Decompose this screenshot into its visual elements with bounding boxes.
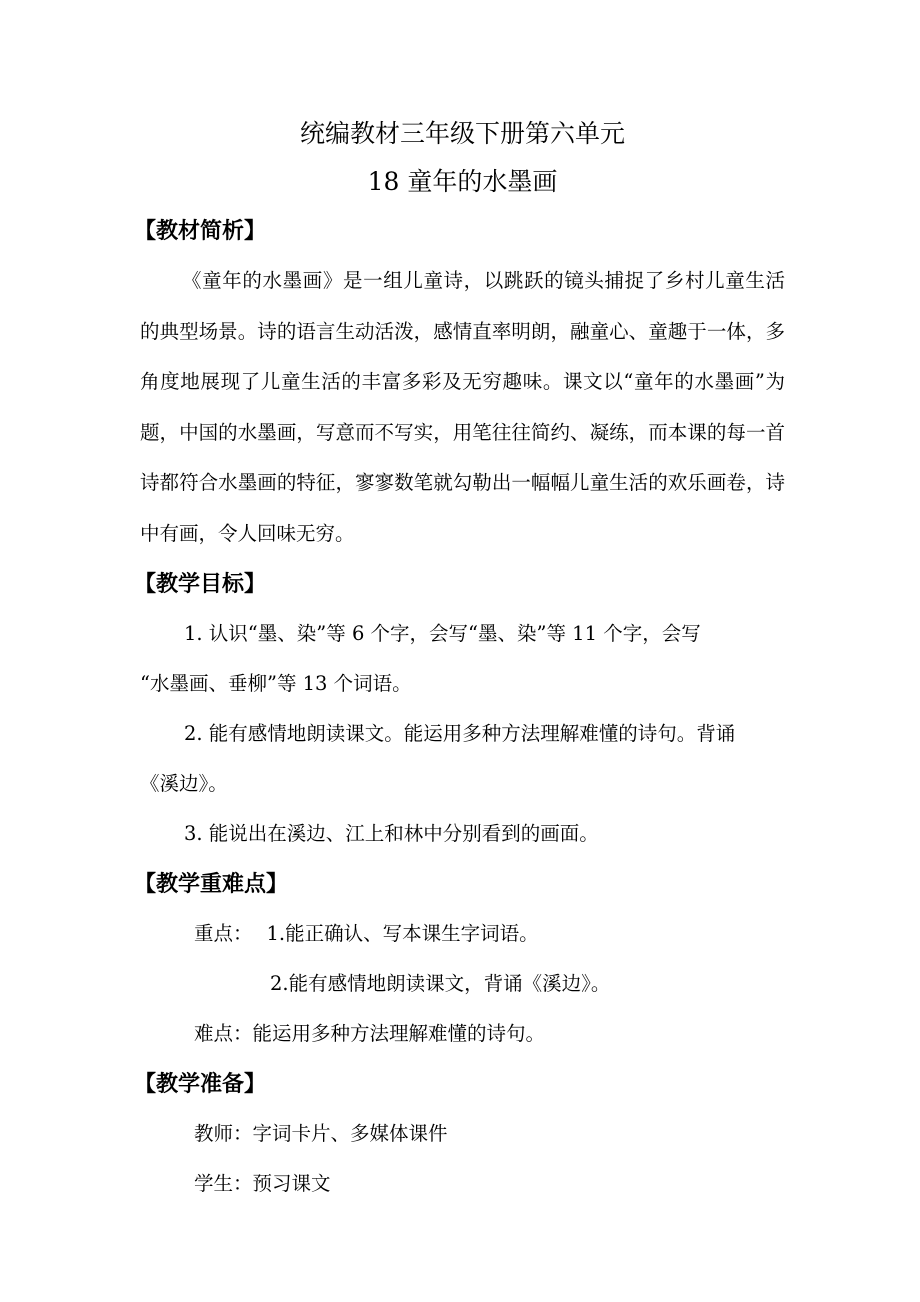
- focus-label: 重点：: [194, 922, 253, 945]
- document-page: [134, 110, 785, 1209]
- goal-item-1: [140, 609, 785, 709]
- section-heading-analysis: 【教材简析】: [134, 219, 267, 244]
- goal-item-1-line2: “水墨画、垂柳”等 13 个词语。: [140, 672, 412, 695]
- goal-item-1-line1: 1. 认识“墨、染”等 6 个字，会写“墨、染”等 11 个字，会写: [184, 622, 701, 645]
- lesson-title: 18 童年的水墨画: [367, 167, 558, 196]
- goal-item-2: [140, 709, 785, 809]
- difficulty-row: [140, 1009, 785, 1059]
- focus-point-1: 1.能正确认、写本课生字词语。: [266, 922, 539, 945]
- focus-point-2: 2.能有感情地朗读课文，背诵《溪边》。: [270, 972, 611, 995]
- teacher-prep: 教师：字词卡片、多媒体课件: [194, 1122, 448, 1145]
- focus-row-2: [140, 959, 785, 1009]
- document-title: 统编教材三年级下册第六单元: [299, 119, 625, 148]
- section-heading-preparation: 【教学准备】: [134, 1072, 267, 1097]
- student-prep: 学生：预习课文: [194, 1172, 331, 1195]
- goal-item-3: [140, 809, 785, 859]
- analysis-paragraph: 《童年的水墨画》是一组儿童诗，以跳跃的镜头捕捉了乡村儿童生活的典型场景。诗的语言生动活泼，感情直率明朗，融童心、童趣于一体，多角度地展现了儿童生活的丰富多彩及无穷趣味。课文以“童年的水墨画”为题，中国的水墨画，写意而不写实，用笔往往简约、凝练，而本课的每一首诗都符合水墨画的特征，寥寥数笔就勾勒出一幅幅儿童生活的欢乐画卷，诗中有画，令人回味无穷。: [140, 269, 785, 545]
- goal-item-2-line1: 2. 能有感情地朗读课文。能运用多种方法理解难懂的诗句。背诵: [184, 722, 736, 745]
- student-prep-row: [140, 1159, 785, 1209]
- difficulty-point: 难点：能运用多种方法理解难懂的诗句。: [194, 1022, 546, 1045]
- focus-row-1: [140, 909, 785, 959]
- goal-item-2-line2: 《溪边》。: [140, 772, 228, 795]
- teacher-prep-row: [140, 1109, 785, 1159]
- section-heading-goals: 【教学目标】: [134, 572, 267, 597]
- goal-item-3-line1: 3. 能说出在溪边、江上和林中分别看到的画面。: [184, 822, 599, 845]
- section-heading-key-points: 【教学重难点】: [134, 872, 289, 897]
